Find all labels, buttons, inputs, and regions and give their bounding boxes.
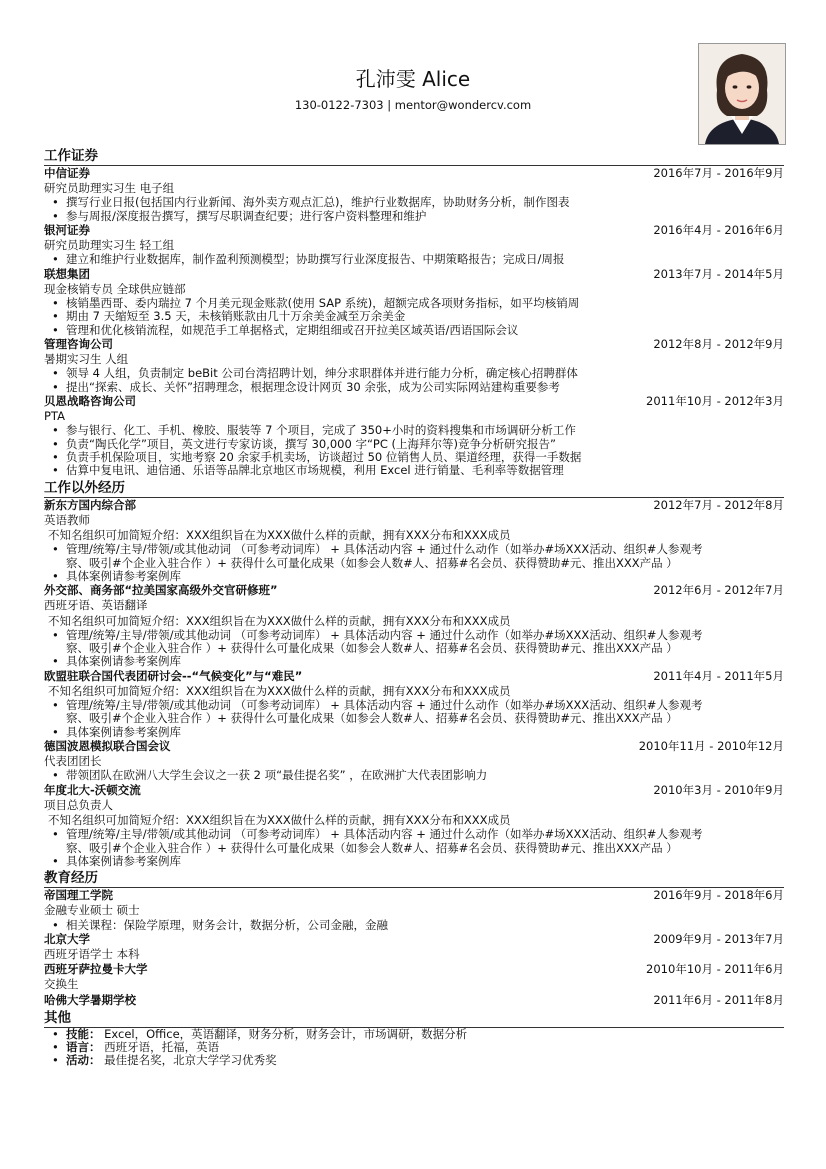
bullet: • 带领团队在欧洲八大学生会议之一获 2 项“最佳提名奖” ，在欧洲扩大代表团影响力 [44,769,784,782]
date-range: 2010年10月 - 2011年6月 [646,962,784,977]
bullet-line: 察、吸引#个企业入驻合作 ）+ 获得什么可量化成果（如参会人数#人、招募#名会员、获得赞助#元、推出XXX产品 ） [66,840,678,855]
date-range: 2010年3月 - 2010年9月 [653,782,784,797]
date-range: 2016年9月 - 2018年6月 [653,888,784,903]
role: 研究员助理实习生 电子组 [44,181,175,196]
role: 现金核销专员 全球供应链部 [44,281,186,296]
entry [44,962,784,992]
date-range: 2011年4月 - 2011年5月 [653,668,784,683]
item-label: 活动： [66,1053,101,1068]
bullet [44,629,784,656]
bullet-line: 管理/统筹/主导/带领/或其他动词 （可参考动词库） + 具体活动内容 + 通过什么动作（如举办#场XXX活动、组织#人参观考 [66,627,703,642]
extra-entries [44,498,784,869]
bullet-line: 管理/统筹/主导/带领/或其他动词 （可参考动词库） + 具体活动内容 + 通过什么动作（如举办#场XXX活动、组织#人参观考 [66,542,703,557]
org-name: 年度北大-沃顿交流 [44,782,141,797]
bullet-line: 察、吸引#个企业入驻合作 ）+ 获得什么可量化成果（如参会人数#人、招募#名会员、获得赞助#元、推出XXX产品 ） [66,555,678,570]
other-item-languages [44,1041,784,1054]
org-name: 管理咨询公司 [44,337,113,351]
date-range: 2011年10月 - 2012年3月 [646,394,784,408]
org-name: 外交部、商务部“拉美国家高级外交官研修班” [44,583,278,598]
date-range: 2012年8月 - 2012年9月 [653,337,784,351]
section-title-extra: 工作以外经历 [44,480,784,498]
org-name: 中信证券 [44,166,90,180]
role: PTA [44,409,65,424]
section-title-work: 工作证券 [44,148,784,166]
date-range: 2012年7月 - 2012年8月 [653,497,784,512]
date-range: 2012年6月 - 2012年7月 [653,583,784,598]
degree: 金融专业硕士 硕士 [44,903,140,918]
item-text: Excel，Office，英语翻译，财务分析，财务会计，市场调研，数据分析 [104,1026,468,1041]
entry [44,669,784,739]
bullet: • 撰写行业日报(包括国内行业新闻、海外卖方观点汇总)，维护行业数据库，协助财务分析，制作图表 [44,196,784,209]
date-range: 2013年7月 - 2014年5月 [653,266,784,281]
bullet-line: 察、吸引#个企业入驻合作 ）+ 获得什么可量化成果（如参会人数#人、招募#名会员、获得赞助#元、推出XXX产品 ） [66,641,678,655]
role: 暑期实习生 人组 [44,352,129,367]
bullet [44,543,784,570]
date-range: 2010年11月 - 2010年12月 [638,738,784,753]
bullet: • 期由 7 天缩短至 3.5 天，未核销账款由几十万余美金减至万余美金 [44,310,784,323]
entry [44,498,784,584]
bullet: • 参与银行、化工、手机、橡胶、服装等 7 个项目，完成了 350+小时的资料搜集和市场调研分析工作 [44,424,784,437]
date-range: 2009年9月 - 2013年7月 [653,931,784,946]
section-title-other: 其他 [44,1010,784,1028]
role: 研究员助理实习生 轻工组 [44,238,175,253]
item-label: 技能： [66,1026,101,1041]
org-name: 银河证券 [44,223,90,237]
bullet: • 核销墨西哥、委内瑞拉 7 个月美元现金账款(使用 SAP 系统)，超额完成各项财务指标，如平均核销周 [44,297,784,310]
org-name: 联想集团 [44,266,90,281]
contact-info: 130-0122-7303 | mentor@wondercv.com [294,98,532,112]
entry [44,166,784,223]
bullet: • 提出“探索、成长、关怀”招聘理念，根据理念设计网页 30 余张，成为公司实际网站建构重要参考 [44,381,784,394]
entry [44,783,784,869]
resume-body [44,146,784,1068]
entry [44,932,784,962]
other-item-activities [44,1054,784,1067]
date-range: 2011年6月 - 2011年8月 [653,992,784,1007]
work-entries [44,166,784,478]
role: 英语教师 [44,512,90,527]
school-name: 帝国理工学院 [44,888,113,903]
item-text: 最佳提名奖，北京大学学习优秀奖 [104,1053,277,1068]
bullet: • 估算中复电讯、迪信通、乐语等品牌北京地区市场规模，利用 Excel 进行销量、毛利率等数据管理 [44,464,784,477]
bullet: • 具体案例请参考案例库 [44,570,784,583]
org-description: 不知名组织可加简短介绍：XXX组织旨在为XXX做什么样的贡献，拥有XXX分布和XXX成员 [48,683,511,698]
bullet [44,699,784,726]
role: 项目总负责人 [44,797,113,812]
other-item-skills [44,1028,784,1041]
bullet-line: 管理/统筹/主导/带领/或其他动词 （可参考动词库） + 具体活动内容 + 通过什么动作（如举办#场XXX活动、组织#人参观考 [66,827,703,842]
entry [44,394,784,478]
entry [44,337,784,394]
org-description: 不知名组织可加简短介绍：XXX组织旨在为XXX做什么样的贡献，拥有XXX分布和XXX成员 [48,813,511,827]
section-title-education: 教育经历 [44,870,784,888]
portrait-image [699,44,785,144]
date-range: 2016年4月 - 2016年6月 [653,223,784,237]
org-name: 新东方国内综合部 [44,497,136,512]
entry [44,739,784,783]
entry [44,267,784,337]
bullet: • 建立和维护行业数据库，制作盈利预测模型；协助撰写行业深度报告、中期策略报告；完成日/周报 [44,253,784,266]
org-description: 不知名组织可加简短介绍：XXX组织旨在为XXX做什么样的贡献，拥有XXX分布和XXX成员 [48,613,511,628]
entry [44,583,784,669]
entry [44,993,784,1008]
entry [44,223,784,267]
candidate-name: 孔沛雯 Alice [355,67,471,91]
date-range: 2016年7月 - 2016年9月 [653,166,784,180]
other-list [44,1028,784,1068]
bullet: • 管理和优化核销流程，如规范手工单据格式，定期组细或召开拉美区域英语/西语国际会议 [44,324,784,337]
bullet: • 负责手机保险项目，实地考察 20 余家手机卖场，访谈超过 50 位销售人员、渠道经理，获得一手数据 [44,451,784,464]
school-name: 西班牙萨拉曼卡大学 [44,962,148,977]
org-name: 贝恩战略咨询公司 [44,394,136,408]
org-name: 欧盟驻联合国代表团研讨会--“气候变化”与“难民” [44,668,303,683]
bullet-line: 管理/统筹/主导/带领/或其他动词 （可参考动词库） + 具体活动内容 + 通过什么动作（如举办#场XXX活动、组织#人参观考 [66,698,703,712]
bullet [44,828,784,855]
item-text: 西班牙语，托福，英语 [104,1040,220,1055]
bullet: • 具体案例请参考案例库 [44,726,784,739]
bullet: • 领导 4 人组，负责制定 beBit 公司台湾招聘计划，绅分求职群体并进行能力分析，确定核心招聘群体 [44,367,784,380]
education-entries [44,888,784,1008]
bullet-line: 察、吸引#个企业入驻合作 ）+ 获得什么可量化成果（如参会人数#人、招募#名会员、获得赞助#元、推出XXX产品 ） [66,711,678,726]
bullet: • 参与周报/深度报告撰写，撰写尽职调查纪要；进行客户资料整理和维护 [44,210,784,223]
bullet: • 负责“陶氏化学”项目，英文进行专家访谈，撰写 30,000 字“PC (上海拜尔等)竞争分析研究报告” [44,438,784,451]
bullet: • 具体案例请参考案例库 [44,655,784,668]
role: 西班牙语、英语翻译 [44,598,148,613]
school-name: 北京大学 [44,931,90,946]
entry [44,888,784,932]
org-description: 不知名组织可加简短介绍：XXX组织旨在为XXX做什么样的贡献，拥有XXX分布和XXX成员 [48,528,511,542]
item-label: 语言： [66,1040,101,1055]
role: 代表团团长 [44,754,102,769]
school-name: 哈佛大学暑期学校 [44,992,136,1007]
bullet: • 具体案例请参考案例库 [44,855,784,868]
org-name: 德国波恩模拟联合国会议 [44,738,171,753]
profile-photo [698,43,786,145]
degree: 交换生 [44,977,79,992]
bullet: • 相关课程：保险学原理，财务会计，数据分析，公司金融，金融 [44,919,784,932]
degree: 西班牙语学士 本科 [44,947,140,961]
